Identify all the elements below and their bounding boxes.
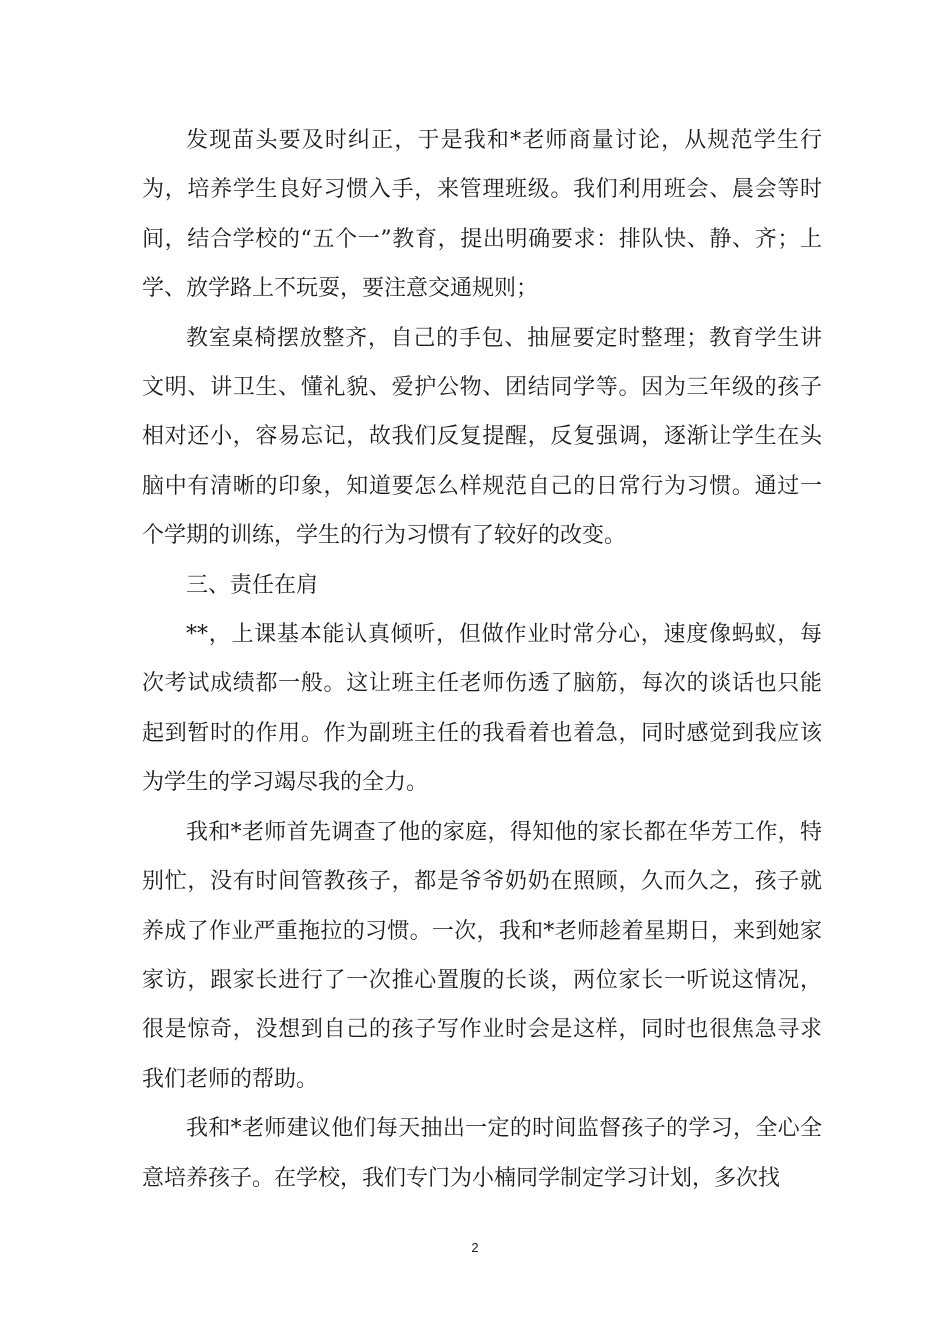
page-number: 2 <box>471 1240 479 1255</box>
paragraph-5: 我和*老师建议他们每天抽出一定的时间监督孩子的学习，全心全意培养孩子。在学校，我们专门为小楠同学制定学习计划，多次找 <box>142 1116 822 1191</box>
paragraph-3: **，上课基本能认真倾听，但做作业时常分心，速度像蚂蚁，每次考试成绩都一般。这让班主任老师伤透了脑筋，每次的谈话也只能起到暂时的作用。作为副班主任的我看着也着急，同时感觉到我应该为学生的学习竭尽我的全力。 <box>142 622 822 796</box>
paragraph-1: 发现苗头要及时纠正，于是我和*老师商量讨论，从规范学生行为，培养学生良好习惯入手，来管理班级。我们利用班会、晨会等时间，结合学校的“五个一”教育，提出明确要求：排队快、静、齐；上学、放学路上不玩耍，要注意交通规则； <box>142 128 822 302</box>
paragraph-4: 我和*老师首先调查了他的家庭，得知他的家长都在华芳工作，特别忙，没有时间管教孩子，都是爷爷奶奶在照顾，久而久之，孩子就养成了作业严重拖拉的习惯。一次，我和*老师趁着星期日，来到她家家访，跟家长进行了一次推心置腹的长谈，两位家长一听说这情况，很是惊奇，没想到自己的孩子写作业时会是这样，同时也很焦急寻求我们老师的帮助。 <box>142 819 822 1092</box>
body-text <box>142 116 822 1203</box>
paragraph-2: 教室桌椅摆放整齐，自己的手包、抽屉要定时整理；教育学生讲文明、讲卫生、懂礼貌、爱护公物、团结同学等。因为三年级的孩子相对还小，容易忘记，故我们反复提醒，反复强调，逐渐让学生在头脑中有清晰的印象，知道要怎么样规范自己的日常行为习惯。通过一个学期的训练，学生的行为习惯有了较好的改变。 <box>142 325 822 549</box>
section-heading: 三、责任在肩 <box>186 572 319 598</box>
